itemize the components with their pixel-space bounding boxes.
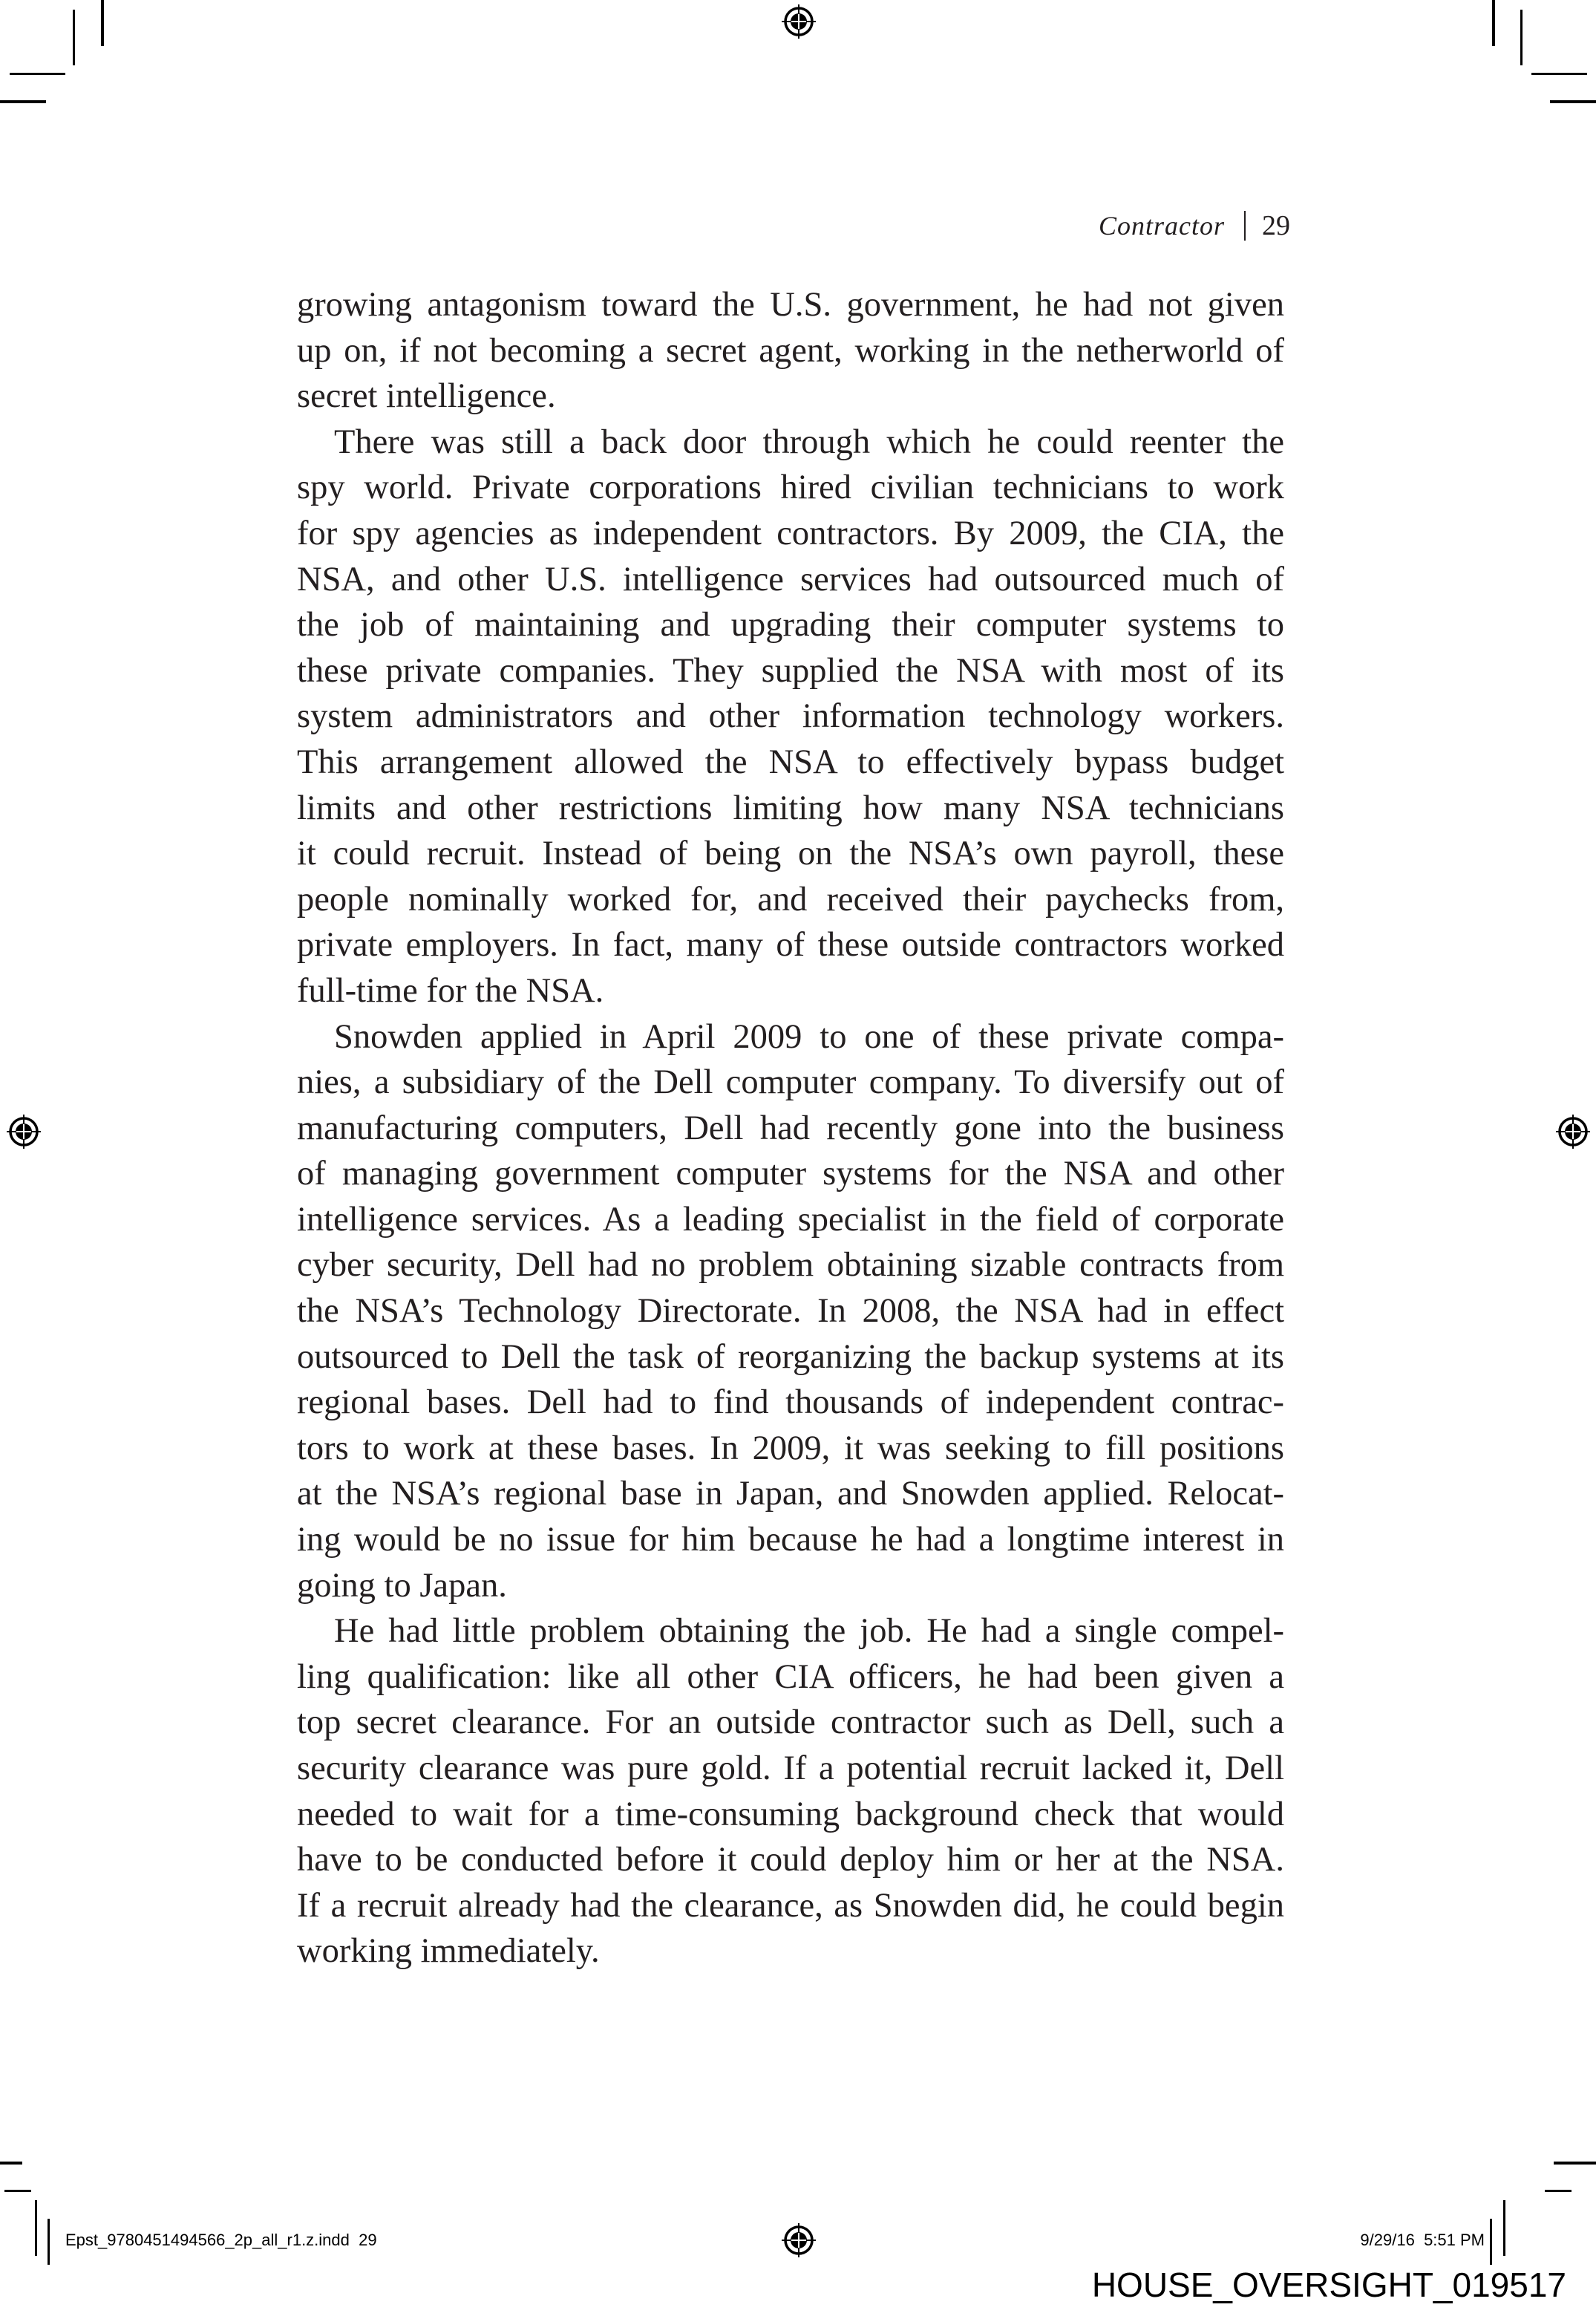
crop-mark-top-right-horizontal-outer (1550, 100, 1596, 103)
text-line: ing would be no issue for him because he had a longtime interest in (297, 1521, 1284, 1559)
text-line: limits and other restrictions limiting how many NSA technicians (297, 789, 1284, 827)
text-line: these private companies. They supplied the NSA with most of its (297, 651, 1284, 690)
crop-mark-bottom-left-vertical-inner (35, 2200, 37, 2256)
slug-timestamp (1360, 2231, 1485, 2250)
text-line: people nominally worked for, and received their paychecks from, (297, 880, 1284, 919)
crop-mark-top-right-vertical-inner (1520, 10, 1523, 65)
paragraph (297, 1608, 1284, 1974)
text-line: working immediately. (297, 1932, 600, 1971)
text-line: If a recruit already had the clearance, as Snowden did, he could begin (297, 1886, 1284, 1925)
crop-mark-bottom-right-horizontal-inner (1545, 2190, 1572, 2192)
text-line: There was still a back door through which he could reenter the (334, 423, 1284, 461)
text-line: security clearance was pure gold. If a potential recruit lacked it, Dell (297, 1749, 1284, 1787)
crop-mark-bottom-right-vertical-outer (1490, 2219, 1492, 2265)
slug-file-page: 29 (359, 2231, 377, 2249)
registration-target-icon-right (1555, 1114, 1591, 1149)
text-line: the job of maintaining and upgrading their computer systems to (297, 606, 1284, 645)
slug-file-info (65, 2231, 377, 2250)
text-line: NSA, and other U.S. intelligence services had outsourced much of (297, 560, 1284, 598)
text-line: nies, a subsidiary of the Dell computer company. To diversify out of (297, 1063, 1284, 1102)
text-line: manufacturing computers, Dell had recently gone into the business (297, 1109, 1284, 1147)
text-line: going to Japan. (297, 1566, 507, 1605)
crop-mark-top-left-vertical-outer (101, 0, 104, 46)
page-number: 29 (1262, 210, 1290, 241)
text-line: private employers. In fact, many of these outside contractors worked (297, 926, 1284, 965)
text-line: outsourced to Dell the task of reorganizing the backup systems at its (297, 1337, 1284, 1376)
text-line: tors to work at these bases. In 2009, it was seeking to fill positions (297, 1429, 1284, 1467)
body-text (297, 282, 1284, 1974)
crop-mark-bottom-left-horizontal-inner (4, 2190, 31, 2192)
text-line: full-time for the NSA. (297, 971, 604, 1010)
crop-mark-top-left-horizontal-inner (10, 73, 65, 75)
text-line: cyber security, Dell had no problem obtaining sizable contracts from (297, 1246, 1284, 1285)
crop-mark-top-left-horizontal-outer (0, 100, 46, 103)
text-line: of managing government computer systems for the NSA and other (297, 1155, 1284, 1193)
paragraph (297, 1014, 1284, 1609)
crop-mark-bottom-left-horizontal-outer (0, 2162, 22, 2165)
bates-number: HOUSE_OVERSIGHT_019517 (1091, 2266, 1566, 2304)
text-line: the NSA’s Technology Directorate. In 2008, the NSA had in effect (297, 1292, 1284, 1331)
text-line: secret intelligence. (297, 377, 556, 416)
crop-mark-bottom-right-vertical-inner (1503, 2200, 1505, 2256)
text-line: intelligence services. As a leading specialist in the field of corporate (297, 1200, 1284, 1239)
text-line: top secret clearance. For an outside contractor such as Dell, such a (297, 1703, 1284, 1742)
text-line: He had little problem obtaining the job. He had a single compel- (334, 1612, 1284, 1651)
registration-target-icon-top (781, 4, 817, 39)
text-line: have to be conducted before it could deploy him or her at the NSA. (297, 1841, 1284, 1879)
text-line: regional bases. Dell had to find thousands of independent contrac- (297, 1383, 1284, 1422)
paragraph (297, 420, 1284, 1014)
text-line: up on, if not becoming a secret agent, working in the netherworld of (297, 331, 1284, 370)
text-line: it could recruit. Instead of being on the NSA’s own payroll, these (297, 835, 1284, 873)
slug-time: 5:51 PM (1424, 2231, 1485, 2249)
text-line: system administrators and other information technology workers. (297, 697, 1284, 736)
paragraph (297, 282, 1284, 420)
text-line: This arrangement allowed the NSA to effectively bypass budget (297, 743, 1284, 781)
text-line: for spy agencies as independent contractors. By 2009, the CIA, the (297, 514, 1284, 552)
running-head-title: Contractor (1098, 211, 1225, 241)
running-head-separator (1244, 211, 1246, 241)
registration-target-icon-bottom (781, 2222, 817, 2258)
slug-file-name: Epst_9780451494566_2p_all_r1.z.indd (65, 2231, 350, 2249)
text-line: at the NSA’s regional base in Japan, and Snowden applied. Relocat- (297, 1475, 1284, 1513)
crop-mark-bottom-left-vertical-outer (48, 2219, 50, 2265)
text-line: spy world. Private corporations hired civilian technicians to work (297, 469, 1284, 507)
text-line: growing antagonism toward the U.S. government, he had not given (297, 286, 1284, 324)
text-line: needed to wait for a time-consuming background check that would (297, 1795, 1284, 1833)
text-line: Snowden applied in April 2009 to one of these private compa- (334, 1017, 1284, 1056)
crop-mark-top-right-vertical-outer (1492, 0, 1495, 46)
crop-mark-bottom-right-horizontal-outer (1554, 2162, 1596, 2165)
slug-date: 9/29/16 (1360, 2231, 1415, 2249)
registration-target-icon-left (6, 1114, 42, 1149)
crop-mark-top-right-horizontal-inner (1531, 73, 1587, 75)
text-line: ling qualification: like all other CIA officers, he had been given a (297, 1657, 1284, 1696)
crop-mark-top-left-vertical-inner (73, 10, 75, 65)
running-head (1099, 209, 1290, 242)
